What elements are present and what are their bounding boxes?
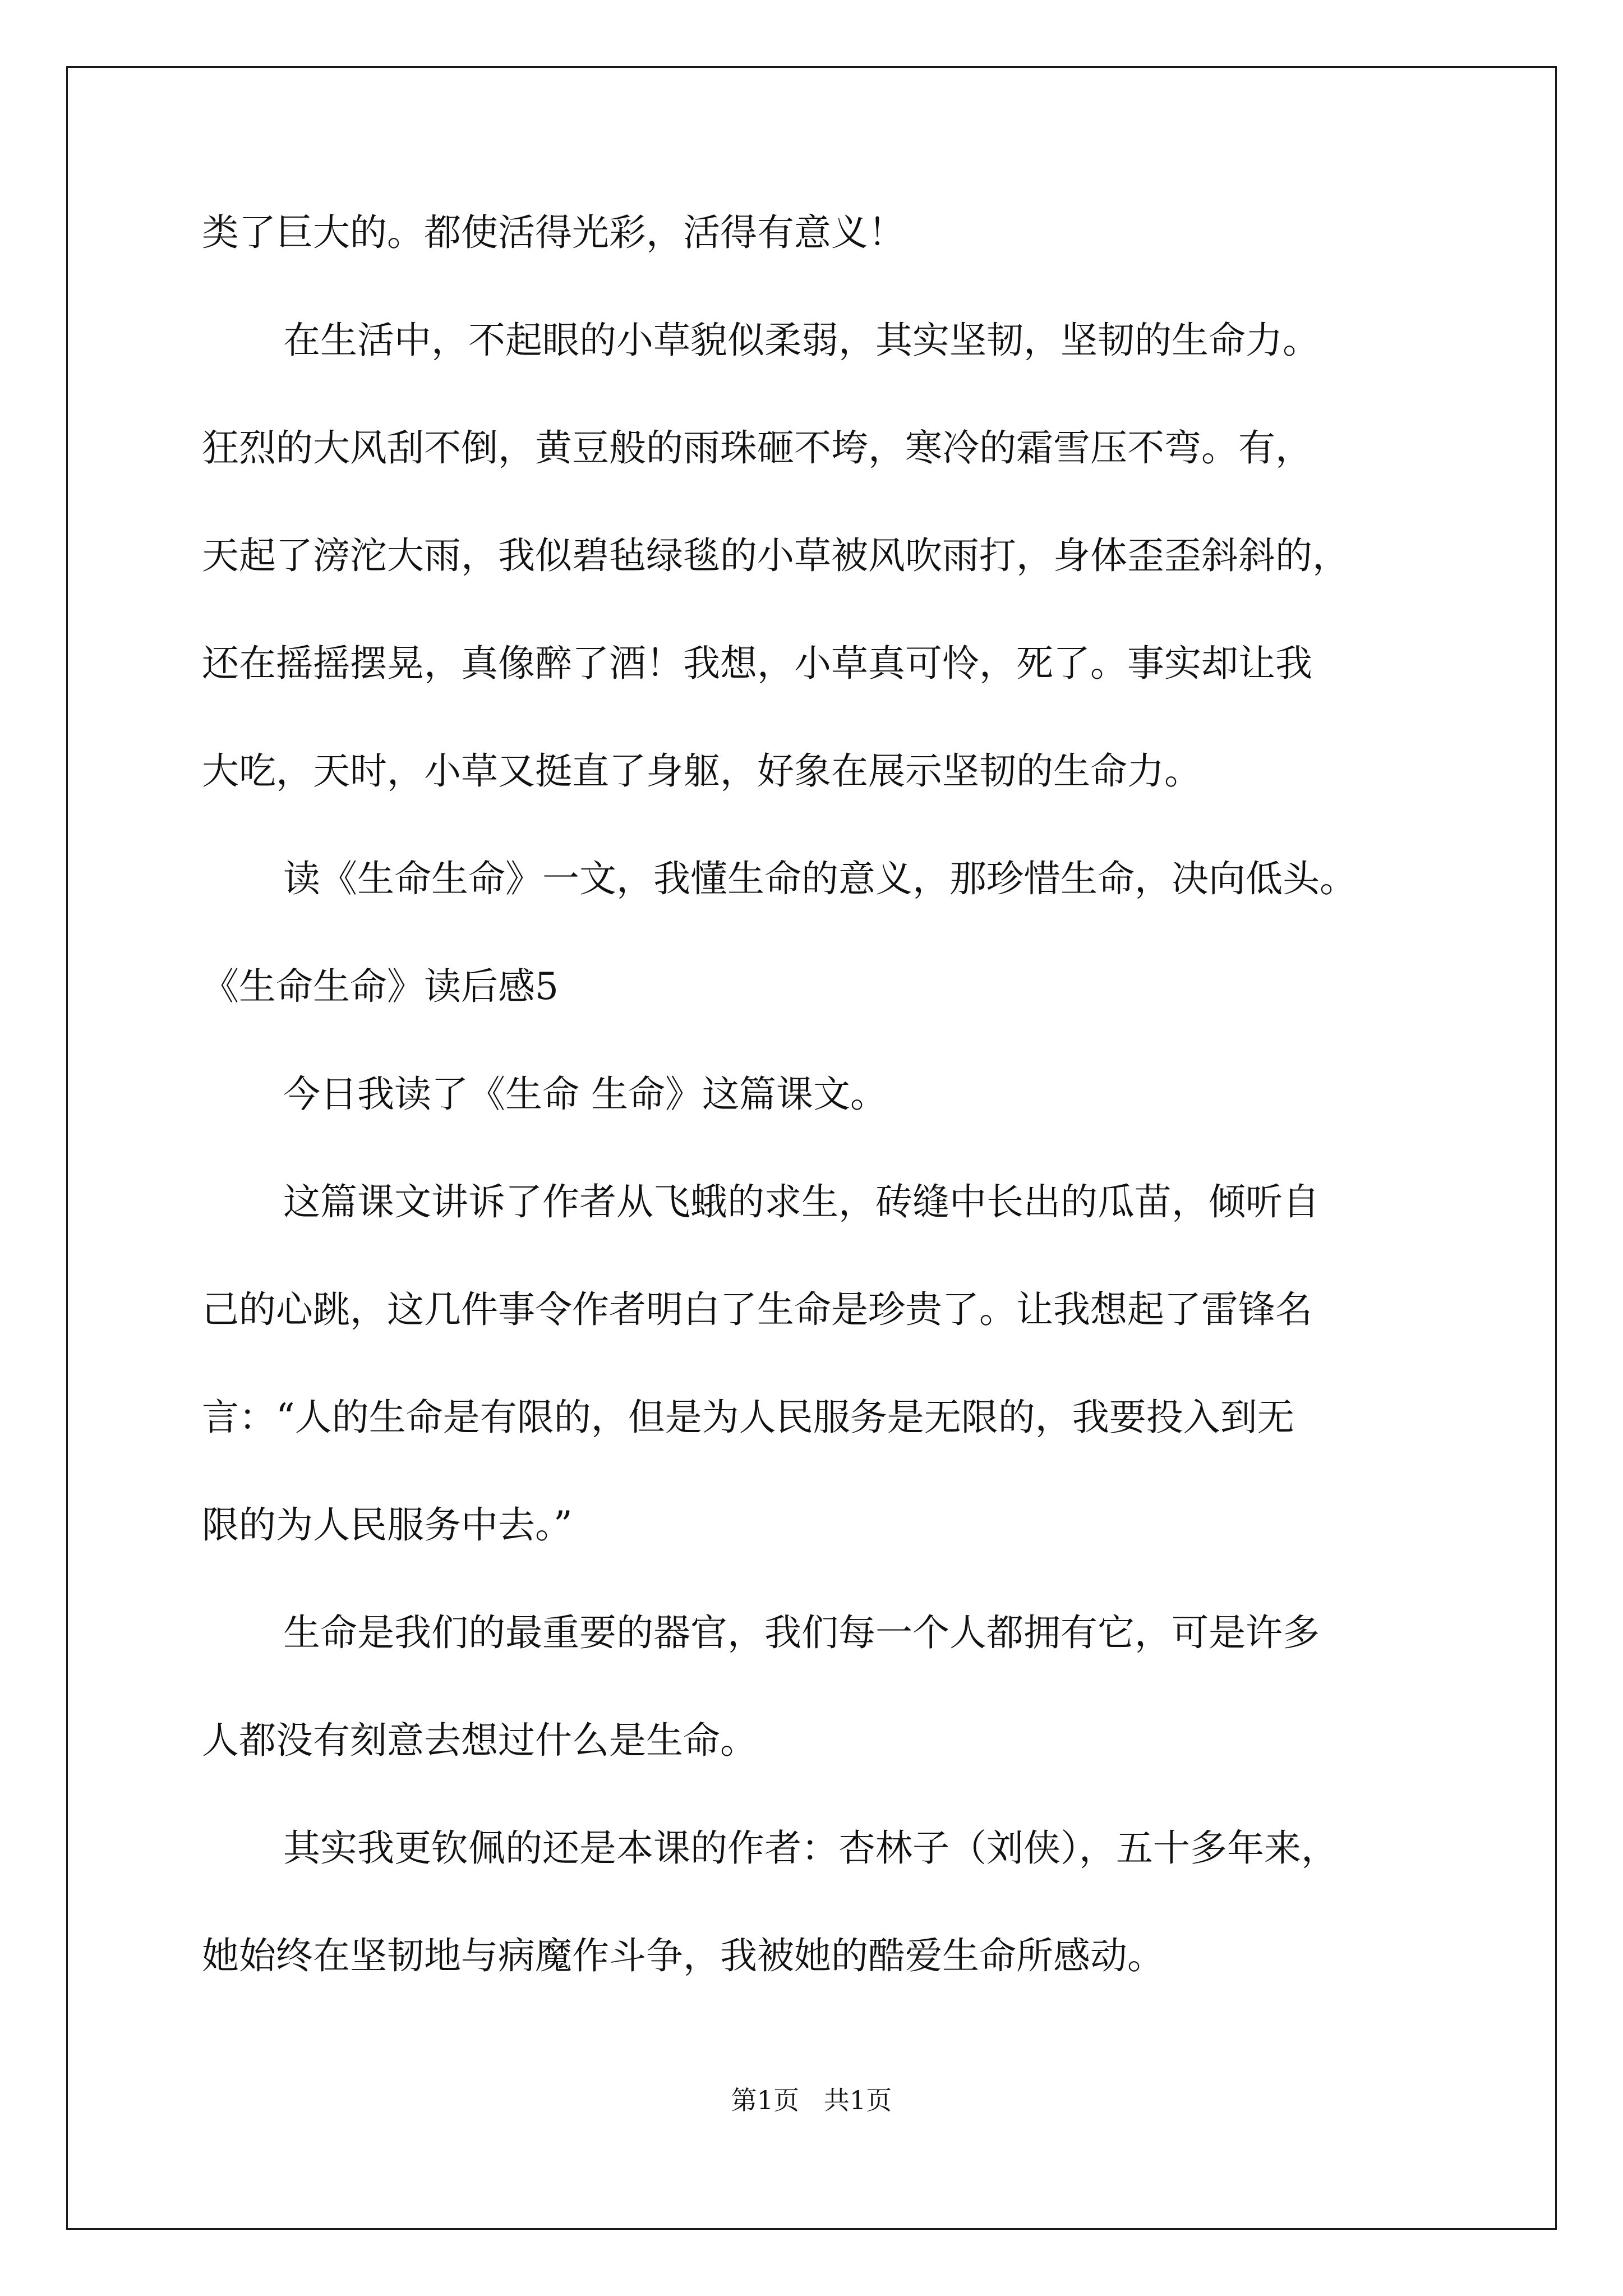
paragraph-start-line: 其实我更钦佩的还是本课的作者：杏林子（刘侠），五十多年来， [283,1826,1338,1870]
text-line: 限的为人民服务中去。” [202,1503,573,1547]
text-line: 己的心跳，这几件事令作者明白了生命是珍贵了。让我想起了雷锋名 [202,1288,1312,1331]
text-line: 天起了滂沱大雨，我似碧毡绿毯的小草被风吹雨打，身体歪歪斜斜的， [202,534,1349,577]
text-line: 言：“人的生命是有限的，但是为人民服务是无限的，我要投入到无 [202,1396,1294,1439]
text-line: 类了巨大的。都使活得光彩，活得有意义！ [202,211,905,254]
text-line: 还在摇摇摆晃，真像醉了酒！我想，小草真可怜，死了。事实却让我 [202,642,1312,685]
text-line: 她始终在坚韧地与病魔作斗争，我被她的酷爱生命所感动。 [202,1934,1164,1977]
paragraph-start-line: 生命是我们的最重要的器官，我们每一个人都拥有它，可是许多 [283,1611,1320,1654]
page-number-footer: 第1页 共1页 [731,2085,892,2115]
paragraph-start-line: 这篇课文讲诉了作者从飞蛾的求生，砖缝中长出的瓜苗，倾听自 [283,1180,1320,1223]
text-line: 狂烈的大风刮不倒，黄豆般的雨珠砸不垮，寒冷的霜雪压不弯。有， [202,426,1312,470]
section-title: 《生命生命》读后感5 [202,965,559,1008]
paragraph-start-line: 读《生命生命》一文，我懂生命的意义，那珍惜生命，决向低头。 [283,857,1357,900]
paragraph-start-line: 今日我读了《生命 生命》这篇课文。 [283,1073,887,1116]
paragraph-start-line: 在生活中，不起眼的小草貌似柔弱，其实坚韧，坚韧的生命力。 [283,319,1320,362]
text-line: 大吃，天时，小草又挺直了身躯，好象在展示坚韧的生命力。 [202,749,1201,793]
page-border [66,66,1557,2230]
text-line: 人都没有刻意去想过什么是生命。 [202,1719,757,1762]
